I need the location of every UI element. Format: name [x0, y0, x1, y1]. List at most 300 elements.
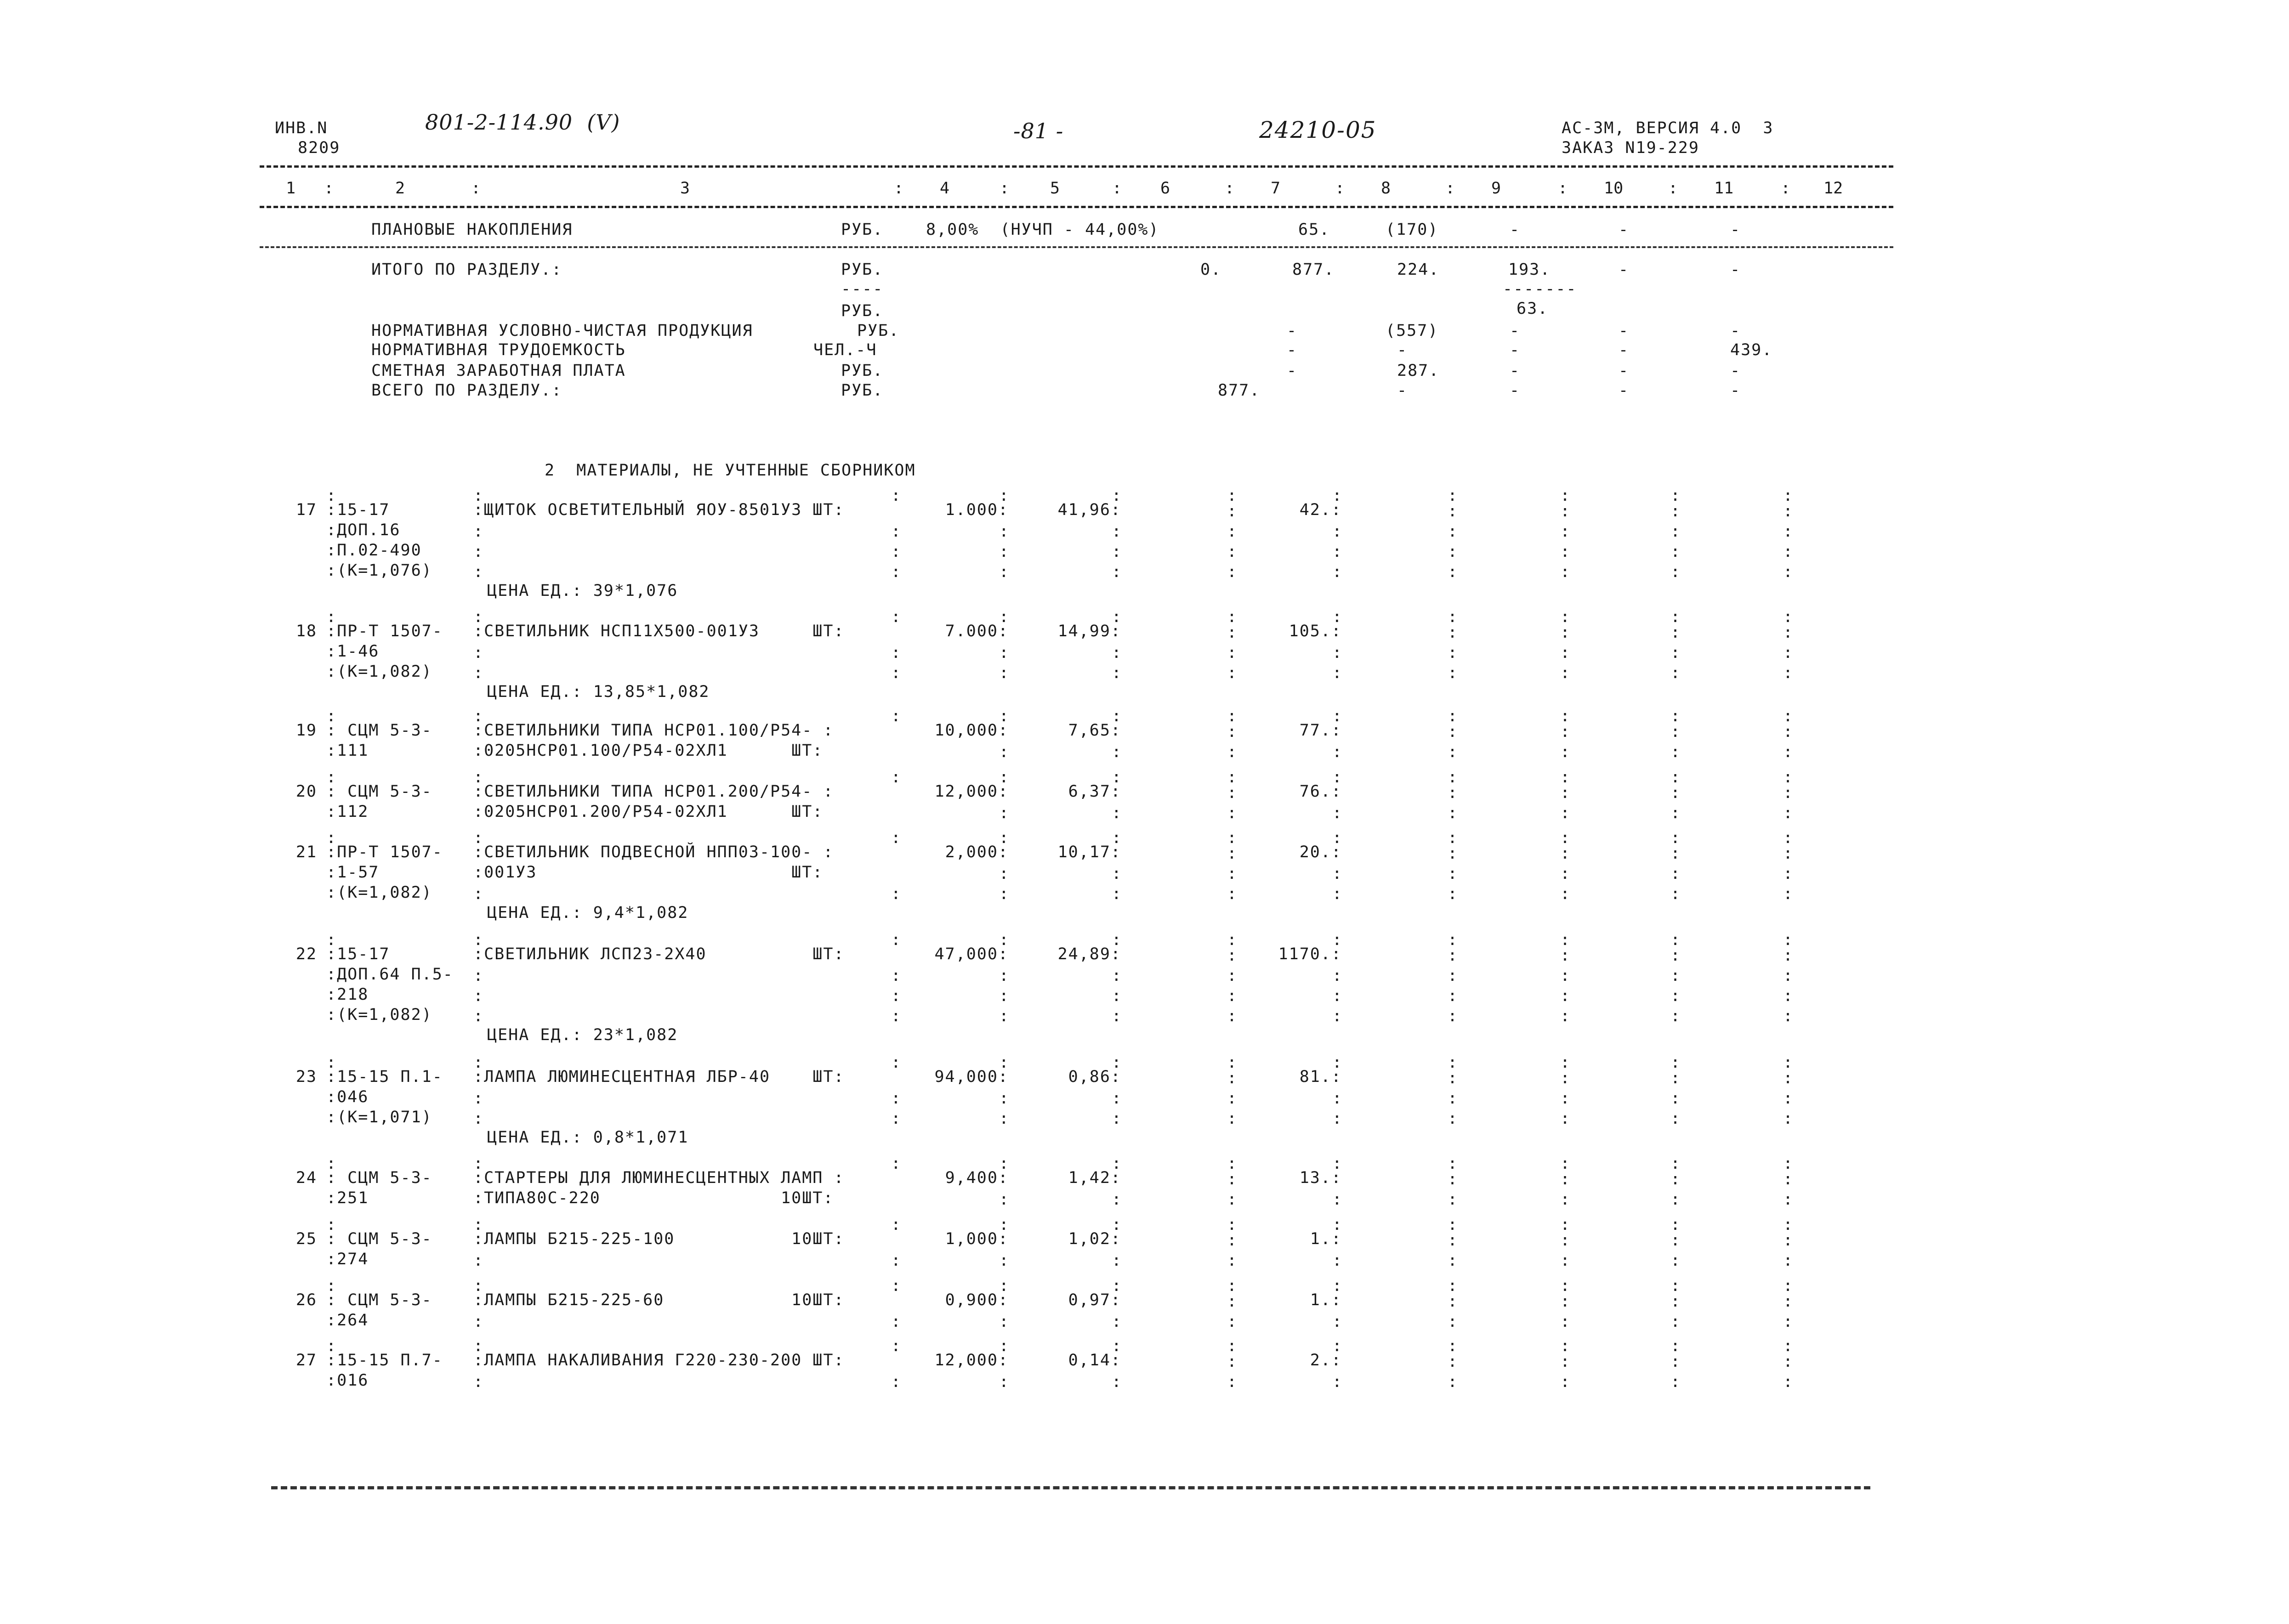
column-number: 4: [940, 179, 950, 198]
column-separator: :: [1560, 1373, 1570, 1391]
column-separator: :: [1111, 644, 1121, 662]
column-separator: :: [999, 967, 1009, 985]
row-price: 1,42:: [1068, 1169, 1121, 1187]
column-number: 9: [1491, 179, 1501, 198]
itogo-col11: -: [1730, 260, 1741, 279]
row-code: :016: [326, 1371, 369, 1390]
column-separator: :: [1448, 844, 1458, 863]
unit-dash: ----: [841, 280, 884, 298]
row-separator: :: [1111, 1216, 1121, 1234]
row-total: 1.:: [1310, 1230, 1342, 1248]
row-separator: :: [1448, 707, 1458, 725]
column-separator: :: [473, 967, 483, 985]
column-separator: :: [999, 1109, 1009, 1128]
column-separator: :: [1560, 784, 1570, 802]
row-separator: :: [326, 768, 336, 787]
all-unit: РУБ.: [841, 381, 884, 400]
row-code: :1-57: [326, 863, 380, 882]
column-separator: :: [999, 1373, 1009, 1391]
column-separator: :: [1560, 804, 1570, 822]
row-total: 2.:: [1310, 1351, 1342, 1369]
column-separator: :: [999, 644, 1009, 662]
row-separator: :: [1783, 1337, 1793, 1355]
row-separator: :: [1448, 1216, 1458, 1234]
row-separator: :: [1332, 1337, 1342, 1355]
column-separator: :: [1560, 644, 1570, 662]
row-separator: :: [1783, 1053, 1793, 1072]
row-separator: :: [326, 608, 336, 626]
row-separator: :: [1670, 707, 1681, 725]
column-separator: :: [1227, 804, 1237, 822]
row-separator: :: [1111, 487, 1121, 505]
column-separator: :: [1670, 1352, 1681, 1371]
column-separator: :: [1448, 1251, 1458, 1270]
column-separator: :: [999, 885, 1009, 903]
row-code: :15-17: [326, 501, 390, 519]
row-separator: :: [1783, 487, 1793, 505]
row-quantity: 9,400:: [945, 1169, 1009, 1187]
row-separator: :: [1111, 1337, 1121, 1355]
column-separator: :: [1783, 987, 1793, 1005]
column-separator: :: [1783, 1089, 1793, 1108]
wage-col7: -: [1287, 362, 1298, 380]
row-separator: :: [1783, 707, 1793, 725]
column-separator: :: [891, 885, 901, 903]
row-code: :046: [326, 1088, 369, 1106]
header-rule-top: [260, 165, 1893, 168]
column-separator: :: [1111, 664, 1121, 682]
row-separator: :: [326, 829, 336, 847]
column-separator: :: [1448, 885, 1458, 903]
row-separator: :: [1227, 768, 1237, 787]
column-separator: :: [473, 1109, 483, 1128]
row-separator: :: [1227, 1053, 1237, 1072]
column-separator: :: [1670, 1109, 1681, 1128]
row-name: :СВЕТИЛЬНИКИ ТИПА НСР01.200/Р54- :: [473, 782, 834, 801]
row-name: :ТИПА80С-220 10ШТ:: [473, 1189, 834, 1207]
column-separator: :: [1227, 543, 1237, 561]
column-number: 5: [1050, 179, 1060, 198]
column-separator: :: [1560, 1109, 1570, 1128]
column-separator: :: [1560, 1170, 1570, 1188]
column-separator: :: [1560, 502, 1570, 521]
row-unit-price-note: ЦЕНА ЕД.: 0,8*1,071: [487, 1128, 689, 1147]
row-separator: :: [326, 707, 336, 725]
nucp-col11: -: [1730, 322, 1741, 340]
column-separator: :: [1227, 563, 1237, 581]
column-separator: :: [1111, 987, 1121, 1005]
row-separator: :: [1227, 608, 1237, 626]
column-separator: :: [1670, 623, 1681, 642]
row-separator: :: [891, 1337, 901, 1355]
row-separator: :: [1111, 707, 1121, 725]
column-separator: :: [1670, 967, 1681, 985]
row-separator: :: [326, 1154, 336, 1173]
row-separator: :: [473, 931, 483, 949]
row-price: 24,89:: [1057, 945, 1121, 963]
row-separator: :: [1111, 931, 1121, 949]
row-price: 0,14:: [1068, 1351, 1121, 1369]
labor-col9: -: [1510, 341, 1521, 359]
column-separator: :: [1560, 987, 1570, 1005]
column-separator: :: [1783, 723, 1793, 741]
row-quantity: 1.000:: [945, 501, 1009, 519]
row-separator: :: [326, 1053, 336, 1072]
itogo-unit: РУБ.: [841, 260, 884, 279]
row-code: :251: [326, 1189, 369, 1207]
row-code: :ДОП.16: [326, 521, 401, 539]
row-separator: :: [1560, 931, 1570, 949]
column-separator: :: [1670, 987, 1681, 1005]
row-name: :СВЕТИЛЬНИК ПОДВЕСНОЙ НПП03-100- :: [473, 843, 834, 861]
column-separator: :: [1111, 543, 1121, 561]
all-col6: 877.: [1218, 381, 1261, 400]
column-separator: :: [999, 743, 1009, 761]
row-price: 14,99:: [1057, 622, 1121, 640]
column-separator: :: [999, 664, 1009, 682]
column-separator: :: [473, 1007, 483, 1025]
column-separator: :: [999, 563, 1009, 581]
row-separator: :: [1560, 768, 1570, 787]
row-separator: :: [999, 1277, 1009, 1295]
section-title: 2 МАТЕРИАЛЫ, НЕ УЧТЕННЫЕ СБОРНИКОМ: [545, 461, 916, 480]
row-separator: :: [1560, 1277, 1570, 1295]
row-total: 1170.:: [1278, 945, 1342, 963]
column-separator: :: [1227, 1352, 1237, 1371]
column-separator: :: [1332, 1109, 1342, 1128]
column-separator: :: [999, 804, 1009, 822]
row-unit-price-note: ЦЕНА ЕД.: 9,4*1,082: [487, 904, 689, 922]
column-separator: :: [1670, 502, 1681, 521]
column-separator: :: [473, 1313, 483, 1331]
row-unit-price-note: ЦЕНА ЕД.: 13,85*1,082: [487, 683, 710, 701]
column-separator: :: [1670, 1373, 1681, 1391]
row-code: : СЦМ 5-3-: [326, 721, 432, 740]
row-code: : СЦМ 5-3-: [326, 1169, 432, 1187]
column-separator: :: [1670, 946, 1681, 965]
column-separator: :: [1560, 563, 1570, 581]
column-separator: :: [999, 1251, 1009, 1270]
row-separator: :: [999, 1216, 1009, 1234]
labor-col7: -: [1287, 341, 1298, 359]
column-separator: :: [1111, 885, 1121, 903]
column-separator: :: [1332, 1373, 1342, 1391]
column-separator: :: [1670, 1292, 1681, 1311]
nucp-label: НОРМАТИВНАЯ УСЛОВНО-ЧИСТАЯ ПРОДУКЦИЯ: [371, 322, 753, 340]
row-separator: :: [1332, 768, 1342, 787]
column-number: 2: [395, 179, 405, 198]
column-separator: :: [473, 1251, 483, 1270]
row-separator: :: [1227, 707, 1237, 725]
row-code: : СЦМ 5-3-: [326, 782, 432, 801]
row-code: :(К=1,082): [326, 662, 432, 681]
row-separator: :: [473, 608, 483, 626]
row-separator: :: [1560, 829, 1570, 847]
row-separator: :: [1783, 1154, 1793, 1173]
row-separator: :: [1783, 829, 1793, 847]
column-separator: :: [1783, 563, 1793, 581]
column-separator: :: [1227, 784, 1237, 802]
column-separator: :: [1332, 743, 1342, 761]
column-separator: :: [1560, 623, 1570, 642]
column-separator: :: [1670, 844, 1681, 863]
order-number: ЗАКАЗ N19-229: [1562, 139, 1699, 157]
column-separator: :: [473, 1089, 483, 1108]
column-separator: :: [1227, 946, 1237, 965]
column-separator: :: [1332, 865, 1342, 883]
row-name: :ЛАМПЫ Б215-225-100 10ШТ:: [473, 1230, 845, 1248]
column-separator: :: [1332, 1190, 1342, 1209]
column-separator: :: [1783, 1170, 1793, 1188]
row-code: :(К=1,076): [326, 561, 432, 580]
column-separator: :: [1560, 844, 1570, 863]
row-name: :СВЕТИЛЬНИК ЛСП23-2X40 ШТ:: [473, 945, 845, 963]
row-code: :111: [326, 741, 369, 760]
column-separator: :: [1448, 1190, 1458, 1209]
column-separator: :: [1560, 1251, 1570, 1270]
row-separator: :: [473, 1337, 483, 1355]
column-separator: :: [1783, 1251, 1793, 1270]
column-separator: :: [1332, 1313, 1342, 1331]
wage-col8: 287.: [1397, 362, 1440, 380]
planned-label: ПЛАНОВЫЕ НАКОПЛЕНИЯ: [371, 221, 573, 239]
column-separator: :: [1670, 1089, 1681, 1108]
all-col8: -: [1397, 381, 1408, 400]
itogo-col9: 193.: [1508, 260, 1551, 279]
column-separator: :: [1112, 179, 1122, 198]
row-number: 19: [295, 721, 317, 740]
column-separator: :: [1227, 1109, 1237, 1128]
row-separator: :: [1448, 1337, 1458, 1355]
column-separator: :: [999, 1190, 1009, 1209]
column-separator: :: [1448, 644, 1458, 662]
row-code: :264: [326, 1311, 369, 1330]
wage-col10: -: [1619, 362, 1630, 380]
column-separator: :: [1227, 664, 1237, 682]
column-separator: :: [1783, 1231, 1793, 1250]
column-separator: :: [1448, 563, 1458, 581]
column-separator: :: [1783, 1109, 1793, 1128]
itogo-col7: 877.: [1292, 260, 1335, 279]
column-separator: :: [1448, 1292, 1458, 1311]
column-separator: :: [1227, 865, 1237, 883]
row-separator: :: [1670, 1216, 1681, 1234]
column-separator: :: [1670, 664, 1681, 682]
column-separator: :: [1783, 1352, 1793, 1371]
row-quantity: 0,900:: [945, 1291, 1009, 1309]
row-separator: :: [326, 1277, 336, 1295]
column-separator: :: [999, 1089, 1009, 1108]
row-separator: :: [326, 931, 336, 949]
column-separator: :: [1560, 885, 1570, 903]
column-separator: :: [1227, 1190, 1237, 1209]
row-price: 7,65:: [1068, 721, 1121, 740]
column-separator: :: [891, 1313, 901, 1331]
column-separator: :: [1448, 664, 1458, 682]
column-separator: :: [1560, 1089, 1570, 1108]
row-number: 26: [295, 1291, 317, 1309]
row-separator: :: [1560, 1337, 1570, 1355]
row-code: :15-15 П.1-: [326, 1068, 443, 1086]
column-separator: :: [999, 522, 1009, 541]
column-separator: :: [473, 1373, 483, 1391]
nucp-unit: РУБ.: [857, 322, 900, 340]
row-total: 42.:: [1299, 501, 1342, 519]
column-separator: :: [1227, 967, 1237, 985]
row-total: 105.:: [1289, 622, 1342, 640]
column-separator: :: [1783, 1313, 1793, 1331]
row-code: :112: [326, 803, 369, 821]
column-separator: :: [1332, 522, 1342, 541]
row-price: 6,37:: [1068, 782, 1121, 801]
column-separator: :: [1448, 1109, 1458, 1128]
row-total: 20.:: [1299, 843, 1342, 861]
column-separator: :: [1783, 664, 1793, 682]
row-quantity: 47,000:: [934, 945, 1009, 963]
row-number: 21: [295, 843, 317, 861]
column-separator: :: [1111, 743, 1121, 761]
column-number: 1: [286, 179, 296, 198]
column-separator: :: [1560, 1352, 1570, 1371]
row-price: 0,86:: [1068, 1068, 1121, 1086]
row-code: :1-46: [326, 642, 380, 661]
row-separator: :: [1332, 1053, 1342, 1072]
row-separator: :: [1332, 487, 1342, 505]
row-separator: :: [1111, 608, 1121, 626]
column-separator: :: [1560, 1069, 1570, 1087]
column-separator: :: [1670, 563, 1681, 581]
itogo-label: ИТОГО ПО РАЗДЕЛУ.:: [371, 260, 562, 279]
row-quantity: 1,000:: [945, 1230, 1009, 1248]
nucp-col9: -: [1510, 322, 1521, 340]
column-separator: :: [473, 563, 483, 581]
column-separator: :: [1227, 1313, 1237, 1331]
column-separator: :: [1560, 946, 1570, 965]
row-separator: :: [1332, 1154, 1342, 1173]
column-separator: :: [1111, 1373, 1121, 1391]
column-separator: :: [891, 967, 901, 985]
nucp-col8: (557): [1386, 322, 1439, 340]
column-separator: :: [1560, 743, 1570, 761]
column-separator: :: [1227, 844, 1237, 863]
row-separator: :: [999, 707, 1009, 725]
column-separator: :: [1670, 804, 1681, 822]
column-separator: :: [473, 644, 483, 662]
column-separator: :: [1560, 522, 1570, 541]
column-separator: :: [1783, 522, 1793, 541]
row-code: :15-17: [326, 945, 390, 963]
column-number: 7: [1271, 179, 1281, 198]
column-separator: :: [1227, 502, 1237, 521]
column-separator: :: [1560, 865, 1570, 883]
row-separator: :: [1227, 1277, 1237, 1295]
wage-unit: РУБ.: [841, 362, 884, 380]
row-separator: :: [1332, 1216, 1342, 1234]
row-name: :0205НСР01.200/Р54-02ХЛ1 ШТ:: [473, 803, 824, 821]
row-separator: :: [326, 1216, 336, 1234]
column-separator: :: [891, 1109, 901, 1128]
column-separator: :: [1111, 1089, 1121, 1108]
column-separator: :: [891, 543, 901, 561]
column-separator: :: [1111, 522, 1121, 541]
row-separator: :: [1670, 829, 1681, 847]
planned-col9: -: [1510, 221, 1521, 239]
column-separator: :: [1448, 1352, 1458, 1371]
row-separator: :: [999, 931, 1009, 949]
column-separator: :: [1560, 967, 1570, 985]
column-separator: :: [1670, 784, 1681, 802]
column-separator: :: [1783, 865, 1793, 883]
column-separator: :: [1111, 1007, 1121, 1025]
row-separator: :: [999, 608, 1009, 626]
row-code: :П.02-490: [326, 541, 422, 560]
inv-label: ИНВ.N: [275, 119, 328, 137]
row-separator: :: [1448, 931, 1458, 949]
column-separator: :: [1227, 743, 1237, 761]
row-code: :218: [326, 985, 369, 1004]
column-separator: :: [1448, 1007, 1458, 1025]
column-separator: :: [473, 664, 483, 682]
column-separator: :: [894, 179, 904, 198]
column-number: 6: [1160, 179, 1170, 198]
column-separator: :: [1448, 1069, 1458, 1087]
column-separator: :: [999, 1313, 1009, 1331]
row-total: 76.:: [1299, 782, 1342, 801]
wage-col9: -: [1510, 362, 1521, 380]
column-separator: :: [1783, 1007, 1793, 1025]
row-separator: :: [1111, 1053, 1121, 1072]
header-rule-bottom: [260, 206, 1893, 208]
row-separator: :: [1670, 1337, 1681, 1355]
all-label: ВСЕГО ПО РАЗДЕЛУ.:: [371, 381, 562, 400]
row-price: 1,02:: [1068, 1230, 1121, 1248]
column-separator: :: [1227, 885, 1237, 903]
column-separator: :: [1448, 623, 1458, 642]
planned-col8: (170): [1386, 221, 1439, 239]
column-separator: :: [1670, 1007, 1681, 1025]
row-number: 18: [295, 622, 317, 640]
column-separator: :: [891, 563, 901, 581]
column-separator: :: [1332, 664, 1342, 682]
row-separator: :: [1783, 931, 1793, 949]
row-unit-price-note: ЦЕНА ЕД.: 39*1,076: [487, 582, 678, 600]
column-separator: :: [1111, 1190, 1121, 1209]
row-total: 1.:: [1310, 1291, 1342, 1309]
row-separator: :: [891, 487, 901, 505]
column-separator: :: [1783, 946, 1793, 965]
column-separator: :: [891, 664, 901, 682]
column-separator: :: [1783, 623, 1793, 642]
row-separator: :: [1670, 487, 1681, 505]
column-separator: :: [1111, 563, 1121, 581]
row-separator: :: [326, 487, 336, 505]
column-separator: :: [1332, 1251, 1342, 1270]
row-separator: :: [326, 1337, 336, 1355]
row-code: :15-15 П.7-: [326, 1351, 443, 1369]
row-name: :СВЕТИЛЬНИК НСП11X500-001У3 ШТ:: [473, 622, 845, 640]
column-separator: :: [891, 522, 901, 541]
row-separator: :: [1227, 931, 1237, 949]
column-separator: :: [1670, 1170, 1681, 1188]
column-number: 12: [1823, 179, 1843, 198]
column-separator: :: [473, 987, 483, 1005]
row-separator: :: [1448, 1154, 1458, 1173]
row-name: :0205НСР01.100/Р54-02ХЛ1 ШТ:: [473, 741, 824, 760]
column-separator: :: [1227, 1007, 1237, 1025]
column-separator: :: [1783, 967, 1793, 985]
column-separator: :: [1227, 522, 1237, 541]
row-separator: :: [1448, 1277, 1458, 1295]
